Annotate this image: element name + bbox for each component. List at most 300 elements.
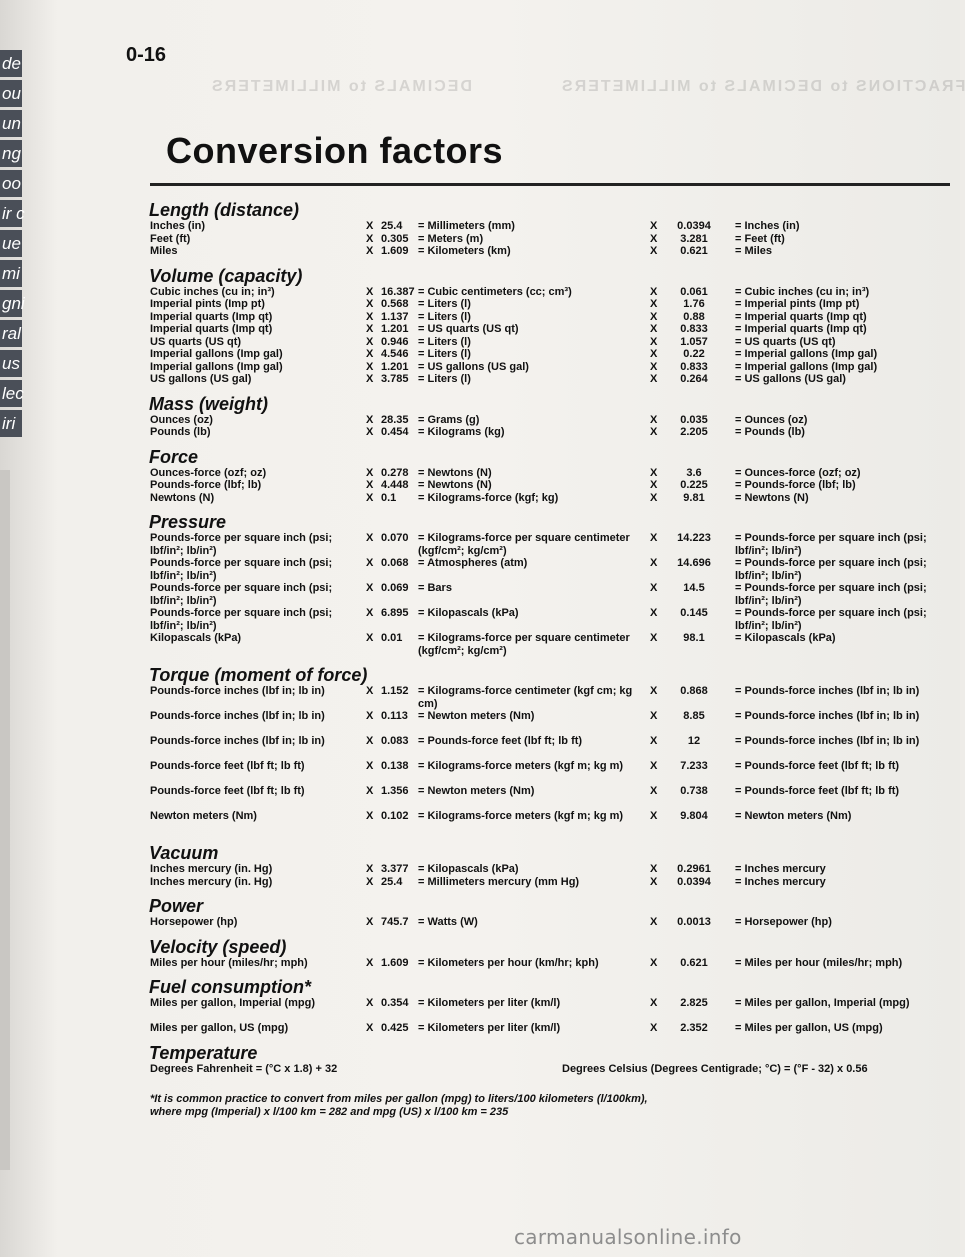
factor: 0.102 <box>381 810 409 822</box>
conversion-row <box>150 957 950 970</box>
watermark: carmanualsonline.info <box>514 1225 742 1249</box>
back-unit: = Inches mercury <box>735 875 826 888</box>
multiply-sign: X <box>366 632 374 644</box>
factor: 1.201 <box>381 360 409 373</box>
to-unit: = Meters (m) <box>418 232 484 245</box>
conversion-row <box>150 582 950 607</box>
multiply-sign: X <box>366 956 374 969</box>
factor: 4.546 <box>381 348 409 360</box>
inverse-factor: 7.233 <box>680 760 708 772</box>
temperature-fahrenheit: Degrees Fahrenheit = (°C x 1.8) + 32 <box>150 1062 338 1075</box>
factor: 0.425 <box>381 1022 409 1034</box>
conversion-section <box>150 665 950 835</box>
temperature-row <box>150 1063 950 1077</box>
multiply-sign: X <box>650 710 658 722</box>
factor: 6.895 <box>381 607 409 619</box>
factor: 0.1 <box>381 491 397 504</box>
from-unit: Pounds-force (lbf; lb) <box>150 479 262 491</box>
multiply-sign: X <box>650 760 658 772</box>
back-unit: = Imperial quarts (Imp qt) <box>735 310 867 323</box>
back-unit: = Ounces-force (ozf; oz) <box>735 466 861 479</box>
back-unit: = Miles <box>735 245 772 257</box>
from-unit: Inches (in) <box>150 220 206 232</box>
back-unit: = Miles per hour (miles/hr; mph) <box>735 956 903 969</box>
multiply-sign: X <box>650 916 658 928</box>
factor: 0.069 <box>381 582 409 594</box>
factor: 1.152 <box>381 685 409 697</box>
conversion-row <box>150 245 950 258</box>
multiply-sign: X <box>650 557 658 569</box>
section-title: Vacuum <box>149 843 219 863</box>
multiply-sign: X <box>366 335 374 348</box>
title-rule <box>150 183 950 186</box>
factor: 25.4 <box>381 220 403 232</box>
multiply-sign: X <box>650 491 658 504</box>
multiply-sign: X <box>650 863 658 875</box>
inverse-factor: 2.205 <box>680 426 708 438</box>
multiply-sign: X <box>366 735 374 747</box>
inverse-factor: 14.223 <box>677 532 711 544</box>
conversion-row <box>150 810 950 835</box>
inverse-factor: 1.76 <box>683 298 705 310</box>
to-unit: = Kilopascals (kPa) <box>418 607 519 619</box>
multiply-sign: X <box>650 810 658 822</box>
conversion-table <box>150 192 950 1119</box>
inverse-factor: 0.621 <box>680 245 708 257</box>
conversion-section <box>150 447 950 505</box>
inverse-factor: 1.057 <box>680 335 708 348</box>
side-tab: gni <box>0 290 22 317</box>
conversion-row <box>150 607 950 632</box>
back-unit: = Pounds-force per square inch (psi; lbf/in²; lb/in²) <box>735 557 927 582</box>
factor: 0.070 <box>381 532 409 544</box>
multiply-sign: X <box>650 479 658 491</box>
inverse-factor: 0.868 <box>680 685 708 697</box>
multiply-sign: X <box>366 479 374 491</box>
multiply-sign: X <box>366 413 374 426</box>
to-unit: = Watts (W) <box>418 916 478 928</box>
side-tab: iri <box>0 410 22 437</box>
multiply-sign: X <box>366 760 374 772</box>
side-tab: ng <box>0 140 22 167</box>
from-unit: Ounces (oz) <box>150 413 213 426</box>
inverse-factor: 0.88 <box>683 310 705 323</box>
conversion-row <box>150 685 950 710</box>
multiply-sign: X <box>650 310 658 323</box>
conversion-section <box>150 266 950 386</box>
back-unit: = Pounds-force inches (lbf in; lb in) <box>735 685 920 697</box>
side-tab: ou <box>0 80 22 107</box>
factor: 1.356 <box>381 785 409 797</box>
to-unit: = Liters (l) <box>418 348 471 360</box>
conversion-row <box>150 233 950 246</box>
from-unit: Miles <box>150 245 178 257</box>
from-unit: Pounds-force per square inch (psi; lbf/in²; lb/in²) <box>150 532 333 557</box>
inverse-factor: 3.281 <box>680 232 708 245</box>
factor: 1.201 <box>381 323 409 335</box>
multiply-sign: X <box>366 863 374 875</box>
inverse-factor: 0.22 <box>683 348 705 360</box>
back-unit: = Pounds-force inches (lbf in; lb in) <box>735 735 920 747</box>
from-unit: Newton meters (Nm) <box>150 810 257 822</box>
from-unit: Kilopascals (kPa) <box>150 632 242 644</box>
multiply-sign: X <box>366 348 374 360</box>
factor: 0.278 <box>381 466 409 479</box>
inverse-factor: 2.352 <box>680 1022 708 1034</box>
back-unit: = Ounces (oz) <box>735 413 808 426</box>
to-unit: = Kilograms-force per square centimeter (kgf/cm²; kg/cm²) <box>418 632 630 657</box>
inverse-factor: 9.81 <box>683 491 705 504</box>
side-tab: ue <box>0 230 22 257</box>
inverse-factor: 9.804 <box>680 810 708 822</box>
factor: 16.387 <box>381 285 415 298</box>
section-title: Power <box>149 896 204 916</box>
conversion-row <box>150 311 950 324</box>
from-unit: Pounds-force per square inch (psi; lbf/in²; lb/in²) <box>150 557 333 582</box>
section-title: Fuel consumption* <box>149 977 311 997</box>
from-unit: Cubic inches (cu in; in³) <box>150 285 275 298</box>
multiply-sign: X <box>650 373 658 385</box>
factor: 0.568 <box>381 298 409 310</box>
inverse-factor: 0.264 <box>680 373 708 385</box>
ghost-heading-right: FRACTIONS to DECIMALS to MILLIMETERS <box>560 78 965 95</box>
to-unit: = Newtons (N) <box>418 479 492 491</box>
from-unit: Imperial pints (Imp pt) <box>150 298 265 310</box>
multiply-sign: X <box>366 685 374 697</box>
inverse-factor: 0.738 <box>680 785 708 797</box>
multiply-sign: X <box>650 426 658 438</box>
from-unit: Feet (ft) <box>150 232 191 245</box>
multiply-sign: X <box>366 607 374 619</box>
multiply-sign: X <box>366 323 374 335</box>
multiply-sign: X <box>650 285 658 298</box>
section-title: Mass (weight) <box>149 393 269 414</box>
multiply-sign: X <box>366 810 374 822</box>
multiply-sign: X <box>650 785 658 797</box>
multiply-sign: X <box>650 298 658 310</box>
page-title: Conversion factors <box>166 130 504 171</box>
conversion-section <box>150 843 950 888</box>
to-unit: = Liters (l) <box>418 310 471 323</box>
to-unit: = Atmospheres (atm) <box>418 557 528 569</box>
conversion-row <box>150 916 950 929</box>
from-unit: Newtons (N) <box>150 491 215 504</box>
side-chapter-tabs <box>0 50 25 440</box>
back-unit: = Inches (in) <box>735 220 800 232</box>
conversion-row <box>150 785 950 810</box>
conversion-row <box>150 414 950 427</box>
conversion-row <box>150 467 950 480</box>
sections-container <box>150 200 950 1035</box>
conversion-row <box>150 348 950 361</box>
to-unit: = Liters (l) <box>418 373 471 385</box>
factor: 0.946 <box>381 335 409 348</box>
to-unit: = Kilograms (kg) <box>418 426 505 438</box>
to-unit: = Cubic centimeters (cc; cm³) <box>418 285 572 298</box>
inverse-factor: 0.061 <box>680 285 708 298</box>
to-unit: = US quarts (US qt) <box>418 323 519 335</box>
back-unit: = Pounds (lb) <box>735 426 805 438</box>
multiply-sign: X <box>366 875 374 888</box>
factor: 1.137 <box>381 310 409 323</box>
conversion-row <box>150 286 950 299</box>
section-title: Torque (moment of force) <box>149 665 368 685</box>
back-unit: = Newtons (N) <box>735 491 809 504</box>
factor: 0.305 <box>381 232 409 245</box>
factor: 0.454 <box>381 426 409 438</box>
side-tab: oo <box>0 170 22 197</box>
multiply-sign: X <box>650 360 658 373</box>
to-unit: = Kilograms-force (kgf; kg) <box>418 491 559 504</box>
from-unit: Miles per gallon, Imperial (mpg) <box>150 997 316 1009</box>
back-unit: = Miles per gallon, US (mpg) <box>735 1022 883 1034</box>
side-tab: lec <box>0 380 22 407</box>
factor: 3.377 <box>381 863 409 875</box>
multiply-sign: X <box>366 232 374 245</box>
multiply-sign: X <box>650 335 658 348</box>
side-tab: mi <box>0 260 22 287</box>
back-unit: = Cubic inches (cu in; in³) <box>735 285 870 298</box>
multiply-sign: X <box>366 426 374 438</box>
factor: 1.609 <box>381 245 409 257</box>
from-unit: Inches mercury (in. Hg) <box>150 863 273 875</box>
to-unit: = Kilograms-force meters (kgf m; kg m) <box>418 760 624 772</box>
to-unit: = Kilograms-force centimeter (kgf cm; kg cm) <box>418 685 633 710</box>
from-unit: Pounds-force inches (lbf in; lb in) <box>150 735 325 747</box>
inverse-factor: 0.0013 <box>677 916 711 928</box>
conversion-section <box>150 896 950 929</box>
inverse-factor: 3.6 <box>686 466 702 479</box>
back-unit: = Pounds-force per square inch (psi; lbf/in²; lb/in²) <box>735 582 927 607</box>
factor: 0.354 <box>381 997 409 1009</box>
back-unit: = US gallons (US gal) <box>735 373 846 385</box>
conversion-row <box>150 336 950 349</box>
from-unit: Imperial gallons (Imp gal) <box>150 348 283 360</box>
from-unit: Miles per hour (miles/hr; mph) <box>150 956 308 969</box>
from-unit: Pounds-force inches (lbf in; lb in) <box>150 685 325 697</box>
multiply-sign: X <box>366 360 374 373</box>
to-unit: = US gallons (US gal) <box>418 360 529 373</box>
back-unit: = Pounds-force per square inch (psi; lbf/in²; lb/in²) <box>735 607 927 632</box>
conversion-row <box>150 298 950 311</box>
to-unit: = Kilometers per hour (km/hr; kph) <box>418 956 599 969</box>
multiply-sign: X <box>650 685 658 697</box>
back-unit: = Imperial pints (Imp pt) <box>735 298 860 310</box>
multiply-sign: X <box>366 532 374 544</box>
conversion-row <box>150 492 950 505</box>
inverse-factor: 0.0394 <box>677 875 711 888</box>
from-unit: Pounds-force feet (lbf ft; lb ft) <box>150 785 305 797</box>
multiply-sign: X <box>366 310 374 323</box>
from-unit: Imperial gallons (Imp gal) <box>150 360 283 373</box>
factor: 0.113 <box>381 710 408 722</box>
inverse-factor: 12 <box>687 735 701 747</box>
conversion-section <box>150 937 950 970</box>
from-unit: US gallons (US gal) <box>150 373 252 385</box>
to-unit: = Bars <box>418 582 452 594</box>
inverse-factor: 0.0394 <box>677 220 711 232</box>
back-unit: = Pounds-force feet (lbf ft; lb ft) <box>735 785 900 797</box>
from-unit: Imperial quarts (Imp qt) <box>150 323 273 335</box>
inverse-factor: 0.2961 <box>677 863 711 875</box>
inverse-factor: 0.145 <box>680 607 708 619</box>
conversion-row <box>150 323 950 336</box>
to-unit: = Kilometers per liter (km/l) <box>418 1022 561 1034</box>
from-unit: Ounces-force (ozf; oz) <box>150 466 267 479</box>
footnote-line: *It is common practice to convert from miles per gallon (mpg) to liters/100 kilometers (l/100km), <box>150 1092 648 1105</box>
conversion-row <box>150 997 950 1022</box>
conversion-section <box>150 977 950 1035</box>
from-unit: US quarts (US qt) <box>150 335 242 348</box>
footnote <box>150 1093 950 1119</box>
to-unit: = Millimeters (mm) <box>418 220 515 232</box>
from-unit: Imperial quarts (Imp qt) <box>150 310 273 323</box>
inverse-factor: 0.833 <box>680 360 708 373</box>
conversion-row <box>150 735 950 760</box>
multiply-sign: X <box>650 632 658 644</box>
multiply-sign: X <box>650 348 658 360</box>
conversion-section <box>150 394 950 439</box>
to-unit: = Pounds-force feet (lbf ft; lb ft) <box>418 735 583 747</box>
multiply-sign: X <box>650 532 658 544</box>
side-tab: de <box>0 50 22 77</box>
inverse-factor: 0.225 <box>680 479 708 491</box>
back-unit: = Feet (ft) <box>735 232 785 245</box>
conversion-row <box>150 373 950 386</box>
from-unit: Inches mercury (in. Hg) <box>150 875 273 888</box>
to-unit: = Kilograms-force meters (kgf m; kg m) <box>418 810 624 822</box>
ghost-heading-left: DECIMALS to MILLIMETERS <box>210 78 472 95</box>
conversion-row <box>150 1022 950 1035</box>
inverse-factor: 0.621 <box>680 956 708 969</box>
multiply-sign: X <box>366 491 374 504</box>
section-title: Force <box>149 446 199 467</box>
to-unit: = Millimeters mercury (mm Hg) <box>418 875 580 888</box>
multiply-sign: X <box>650 245 658 257</box>
multiply-sign: X <box>366 916 374 928</box>
to-unit: = Liters (l) <box>418 298 471 310</box>
multiply-sign: X <box>650 1022 658 1034</box>
to-unit: = Newtons (N) <box>418 466 492 479</box>
multiply-sign: X <box>366 466 374 479</box>
side-margin-bar <box>0 470 10 1170</box>
multiply-sign: X <box>366 785 374 797</box>
from-unit: Pounds-force per square inch (psi; lbf/in²; lb/in²) <box>150 607 333 632</box>
conversion-row <box>150 532 950 557</box>
conversion-row <box>150 863 950 876</box>
multiply-sign: X <box>650 220 658 232</box>
to-unit: = Liters (l) <box>418 335 471 348</box>
back-unit: = Pounds-force (lbf; lb) <box>735 479 856 491</box>
multiply-sign: X <box>650 466 658 479</box>
back-unit: = Pounds-force feet (lbf ft; lb ft) <box>735 760 900 772</box>
conversion-section <box>150 512 950 657</box>
from-unit: Pounds-force feet (lbf ft; lb ft) <box>150 760 305 772</box>
back-unit: = Kilopascals (kPa) <box>735 632 836 644</box>
conversion-row <box>150 876 950 889</box>
to-unit: = Kilograms-force per square centimeter (kgf/cm²; kg/cm²) <box>418 532 630 557</box>
back-unit: = Imperial quarts (Imp qt) <box>735 323 867 335</box>
conversion-row <box>150 710 950 735</box>
factor: 0.068 <box>381 557 409 569</box>
multiply-sign: X <box>366 582 374 594</box>
back-unit: = Pounds-force inches (lbf in; lb in) <box>735 710 920 722</box>
multiply-sign: X <box>650 582 658 594</box>
conversion-row <box>150 479 950 492</box>
conversion-row <box>150 220 950 233</box>
back-unit: = Imperial gallons (Imp gal) <box>735 348 878 360</box>
inverse-factor: 8.85 <box>683 710 705 722</box>
from-unit: Pounds-force inches (lbf in; lb in) <box>150 710 325 722</box>
inverse-factor: 2.825 <box>680 997 708 1009</box>
conversion-row <box>150 361 950 374</box>
side-tab: un <box>0 110 22 137</box>
multiply-sign: X <box>366 245 374 257</box>
multiply-sign: X <box>366 285 374 298</box>
section-title: Velocity (speed) <box>149 936 287 957</box>
conversion-row <box>150 760 950 785</box>
from-unit: Pounds-force per square inch (psi; lbf/in²; lb/in²) <box>150 582 333 607</box>
multiply-sign: X <box>366 710 374 722</box>
back-unit: = Miles per gallon, Imperial (mpg) <box>735 997 910 1009</box>
from-unit: Horsepower (hp) <box>150 916 238 928</box>
side-tab: ir c <box>0 200 22 227</box>
factor: 1.609 <box>381 956 409 969</box>
multiply-sign: X <box>366 557 374 569</box>
conversion-row <box>150 632 950 657</box>
factor: 745.7 <box>381 916 409 928</box>
conversion-row <box>150 426 950 439</box>
section-title: Pressure <box>149 512 227 532</box>
from-unit: Pounds (lb) <box>150 426 211 438</box>
multiply-sign: X <box>650 956 658 969</box>
conversion-row <box>150 557 950 582</box>
inverse-factor: 0.833 <box>680 323 708 335</box>
from-unit: Miles per gallon, US (mpg) <box>150 1022 289 1034</box>
back-unit: = Pounds-force per square inch (psi; lbf/in²; lb/in²) <box>735 532 927 557</box>
temperature-celsius: Degrees Celsius (Degrees Centigrade; °C) = (°F - 32) x 0.56 <box>562 1062 868 1075</box>
footnote-line: where mpg (Imperial) x l/100 km = 282 and mpg (US) x l/100 km = 235 <box>150 1105 509 1118</box>
side-tab: ral <box>0 320 22 347</box>
factor: 25.4 <box>381 875 403 888</box>
inverse-factor: 98.1 <box>683 632 705 644</box>
factor: 4.448 <box>381 479 409 491</box>
factor: 0.083 <box>381 735 409 747</box>
page-number: 0-16 <box>126 44 167 66</box>
multiply-sign: X <box>650 413 658 426</box>
factor: 3.785 <box>381 373 409 385</box>
back-unit: = Inches mercury <box>735 863 826 875</box>
to-unit: = Grams (g) <box>418 413 480 426</box>
back-unit: = US quarts (US qt) <box>735 335 836 348</box>
multiply-sign: X <box>650 875 658 888</box>
multiply-sign: X <box>366 997 374 1009</box>
to-unit: = Newton meters (Nm) <box>418 785 535 797</box>
side-tab: us <box>0 350 22 377</box>
to-unit: = Kilopascals (kPa) <box>418 863 519 875</box>
section-title: Length (distance) <box>149 200 300 220</box>
factor: 28.35 <box>381 413 409 426</box>
multiply-sign: X <box>650 232 658 245</box>
to-unit: = Kilometers (km) <box>418 245 511 257</box>
back-unit: = Imperial gallons (Imp gal) <box>735 360 878 373</box>
back-unit: = Horsepower (hp) <box>735 916 832 928</box>
section-title: Temperature <box>149 1042 258 1063</box>
to-unit: = Newton meters (Nm) <box>418 710 535 722</box>
multiply-sign: X <box>366 373 374 385</box>
multiply-sign: X <box>650 997 658 1009</box>
inverse-factor: 14.696 <box>677 557 711 569</box>
